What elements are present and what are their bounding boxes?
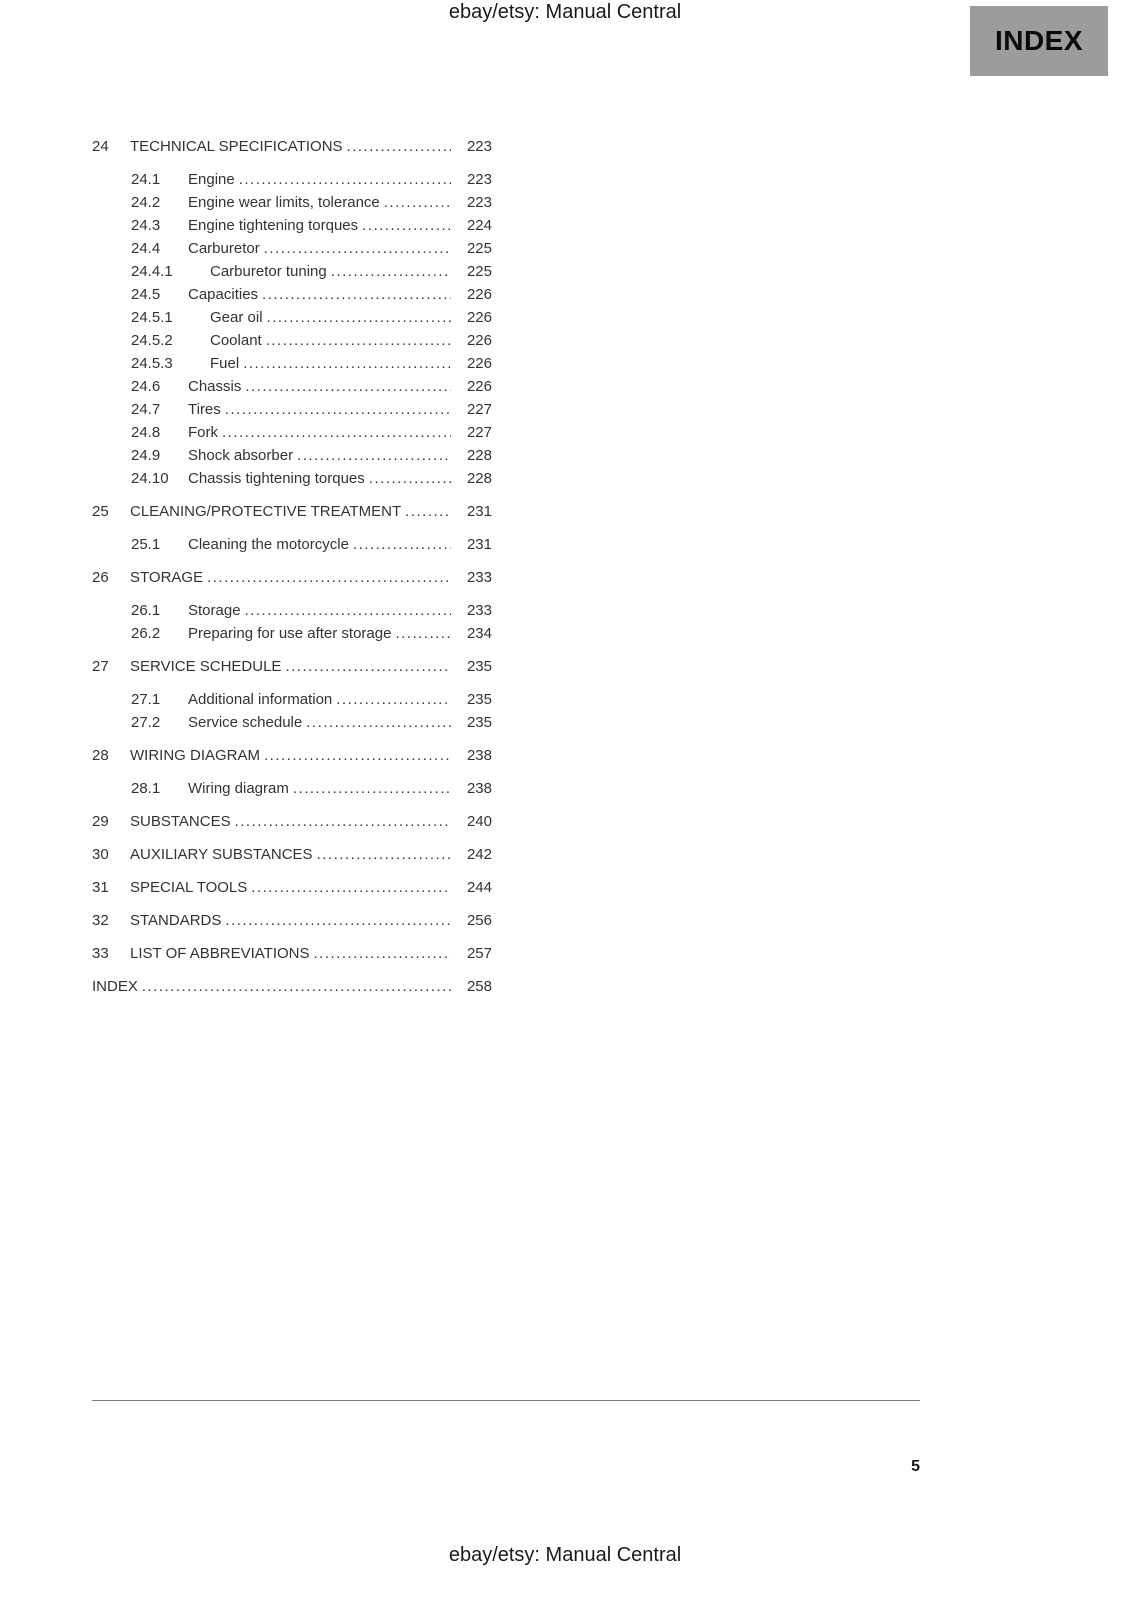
toc-entry-number: 28.1 (131, 780, 161, 797)
toc-leader-dots (142, 975, 451, 998)
toc-entry-title: Service schedule (188, 714, 303, 731)
toc-entry-title: Storage (188, 602, 241, 619)
toc-entry (92, 810, 492, 833)
toc-entry-number: 24.3 (131, 217, 161, 234)
toc-entry-page: 226 (466, 378, 492, 395)
toc-entry-page: 234 (466, 625, 492, 642)
toc-leader-dots (222, 421, 451, 444)
toc-entry-page: 226 (466, 355, 492, 372)
toc-entry (92, 655, 492, 678)
toc-entry (92, 711, 492, 734)
toc-leader-dots (362, 214, 451, 237)
toc-entry-title: Fuel (210, 355, 240, 372)
toc-entry-number: 24.5.1 (131, 309, 173, 326)
toc-entry-number: 24 (92, 138, 109, 155)
toc-entry-page: 227 (466, 401, 492, 418)
toc-entry-number: 31 (92, 879, 109, 896)
toc-entry-page: 257 (466, 945, 492, 962)
toc-entry-page: 227 (466, 424, 492, 441)
toc-entry-number: 24.9 (131, 447, 161, 464)
toc-entry (92, 876, 492, 899)
toc-entry (92, 599, 492, 622)
toc-entry-number: 25 (92, 503, 109, 520)
toc-entry-title: Engine tightening torques (188, 217, 359, 234)
toc-entry-number: 24.7 (131, 401, 161, 418)
toc-entry-number: 27.1 (131, 691, 161, 708)
toc-entry (92, 306, 492, 329)
toc-leader-dots (207, 566, 451, 589)
toc-entry-number: 26.1 (131, 602, 161, 619)
toc-entry-title: Tires (188, 401, 221, 418)
toc-entry-title: Engine (188, 171, 235, 188)
toc-entry (92, 352, 492, 375)
toc-leader-dots (245, 375, 451, 398)
toc-entry-page: 238 (466, 747, 492, 764)
toc-entry-title: WIRING DIAGRAM (130, 747, 260, 764)
toc-entry (92, 421, 492, 444)
toc-entry-number: 24.1 (131, 171, 161, 188)
toc-entry-page: 228 (466, 470, 492, 487)
toc-entry-page: 223 (466, 138, 492, 155)
toc-entry-page: 233 (466, 569, 492, 586)
toc-entry-number: 27 (92, 658, 109, 675)
toc-entry-title: Engine wear limits, tolerance (188, 194, 380, 211)
toc-entry-title: Carburetor (188, 240, 260, 257)
toc-entry-page: 226 (466, 332, 492, 349)
toc-leader-dots (297, 444, 451, 467)
toc-entry-title: TECHNICAL SPECIFICATIONS (130, 138, 343, 155)
toc-entry-number: 30 (92, 846, 109, 863)
toc-leader-dots (395, 622, 451, 645)
toc-entry (92, 622, 492, 645)
toc-entry-page: 235 (466, 658, 492, 675)
toc-entry-number: 29 (92, 813, 109, 830)
toc-entry-number: 24.6 (131, 378, 161, 395)
toc-entry-title: LIST OF ABBREVIATIONS (130, 945, 310, 962)
toc-entry-page: 240 (466, 813, 492, 830)
toc-entry-title: Chassis (188, 378, 242, 395)
toc-leader-dots (264, 237, 451, 260)
toc-entry-title: STANDARDS (130, 912, 222, 929)
toc-entry-page: 244 (466, 879, 492, 896)
toc-entry-title: Fork (188, 424, 218, 441)
toc-entry (92, 909, 492, 932)
toc-entry-number: 25.1 (131, 536, 161, 553)
toc-leader-dots (264, 744, 451, 767)
toc-leader-dots (317, 843, 451, 866)
toc-entry (92, 329, 492, 352)
toc-leader-dots (267, 306, 451, 329)
toc-entry (92, 942, 492, 965)
toc-leader-dots (239, 168, 451, 191)
toc-entry (92, 398, 492, 421)
toc-entry-title: Capacities (188, 286, 259, 303)
toc-entry-page: 258 (466, 978, 492, 995)
toc-leader-dots (405, 500, 451, 523)
toc-entry-number: 24.5.2 (131, 332, 173, 349)
toc-entry-title: Cleaning the motorcycle (188, 536, 349, 553)
toc-entry (92, 777, 492, 800)
toc-entry-title: Preparing for use after storage (188, 625, 392, 642)
toc-entry (92, 566, 492, 589)
toc-leader-dots (293, 777, 451, 800)
toc-entry-page: 235 (466, 714, 492, 731)
toc-leader-dots (235, 810, 451, 833)
toc-leader-dots (384, 191, 451, 214)
toc-leader-dots (251, 876, 451, 899)
toc-entry-page: 223 (466, 194, 492, 211)
toc-entry (92, 500, 492, 523)
toc-entry (92, 283, 492, 306)
toc-entry-title: Additional information (188, 691, 333, 708)
toc-entry-title: Coolant (210, 332, 262, 349)
toc-entry (92, 168, 492, 191)
toc-leader-dots (285, 655, 451, 678)
toc-entry-title: Gear oil (210, 309, 263, 326)
toc-leader-dots (369, 467, 451, 490)
header-title: ebay/etsy: Manual Central (448, 1, 682, 23)
toc-entry-title: INDEX (92, 978, 138, 995)
toc-entry-title: CLEANING/PROTECTIVE TREATMENT (130, 503, 402, 520)
index-tab: INDEX (970, 6, 1108, 76)
toc-entry-number: 28 (92, 747, 109, 764)
toc-entry-number: 26 (92, 569, 109, 586)
toc-entry-title: SPECIAL TOOLS (130, 879, 248, 896)
toc-entry-number: 24.5.3 (131, 355, 173, 372)
toc-entry-page: 235 (466, 691, 492, 708)
toc-entry (92, 533, 492, 556)
toc-entry-title: SUBSTANCES (130, 813, 231, 830)
toc-leader-dots (225, 398, 451, 421)
toc-entry-title: STORAGE (130, 569, 204, 586)
toc-entry (92, 744, 492, 767)
toc-leader-dots (314, 942, 452, 965)
toc-entry-title: Carburetor tuning (210, 263, 327, 280)
toc-entry-number: 24.8 (131, 424, 161, 441)
toc-entry (92, 843, 492, 866)
toc-leader-dots (353, 533, 451, 556)
toc-entry (92, 467, 492, 490)
toc-entry (92, 444, 492, 467)
toc-entry-title: AUXILIARY SUBSTANCES (130, 846, 313, 863)
toc-entry-page: 256 (466, 912, 492, 929)
toc-entry (92, 688, 492, 711)
toc-entry (92, 214, 492, 237)
toc-entry-page: 242 (466, 846, 492, 863)
toc-entry (92, 375, 492, 398)
toc-entry-page: 231 (466, 536, 492, 553)
toc-entry (92, 975, 492, 998)
toc-leader-dots (243, 352, 451, 375)
toc-entry-title: SERVICE SCHEDULE (130, 658, 282, 675)
toc-entry-page: 225 (466, 263, 492, 280)
toc-entry-number: 26.2 (131, 625, 161, 642)
toc-leader-dots (306, 711, 451, 734)
toc-entry-page: 228 (466, 447, 492, 464)
toc-entry-page: 226 (466, 309, 492, 326)
toc-entry-number: 24.2 (131, 194, 161, 211)
toc-entry-page: 226 (466, 286, 492, 303)
toc-entry-page: 231 (466, 503, 492, 520)
toc-entry (92, 191, 492, 214)
toc-leader-dots (336, 688, 451, 711)
toc-entry-page: 233 (466, 602, 492, 619)
toc-entry-number: 24.5 (131, 286, 161, 303)
toc-leader-dots (225, 909, 451, 932)
toc-entry-number: 24.4.1 (131, 263, 173, 280)
toc-entry-page: 238 (466, 780, 492, 797)
toc-entry-number: 24.10 (131, 470, 169, 487)
toc-leader-dots (262, 283, 451, 306)
toc-entry-number: 27.2 (131, 714, 161, 731)
toc-entry (92, 135, 492, 158)
footer-title: ebay/etsy: Manual Central (448, 1544, 682, 1566)
page-number: 5 (911, 1458, 920, 1475)
toc-entry-number: 32 (92, 912, 109, 929)
toc-entry-page: 223 (466, 171, 492, 188)
toc-leader-dots (245, 599, 451, 622)
toc-leader-dots (266, 329, 451, 352)
toc-entry-title: Chassis tightening torques (188, 470, 365, 487)
toc-entry (92, 260, 492, 283)
toc-entry-page: 224 (466, 217, 492, 234)
toc-entry-number: 24.4 (131, 240, 161, 257)
toc-entry (92, 237, 492, 260)
toc-leader-dots (331, 260, 451, 283)
toc-entry-page: 225 (466, 240, 492, 257)
toc-leader-dots (347, 135, 451, 158)
toc-entry-number: 33 (92, 945, 109, 962)
toc-entry-title: Wiring diagram (188, 780, 289, 797)
footer-divider (92, 1400, 920, 1401)
toc-entry-title: Shock absorber (188, 447, 294, 464)
table-of-contents (92, 125, 492, 998)
